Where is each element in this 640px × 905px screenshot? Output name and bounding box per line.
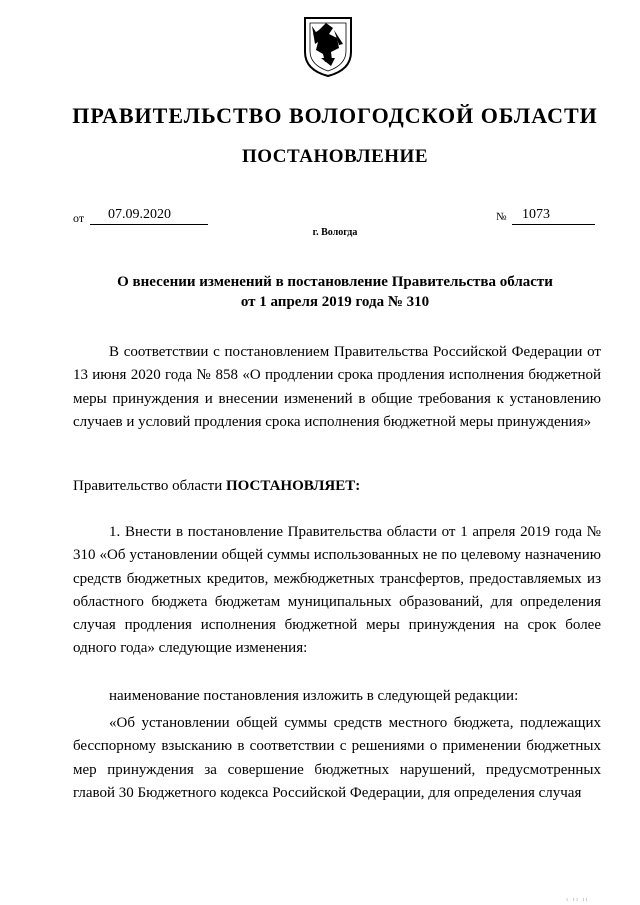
resolution-paragraph: [73, 475, 601, 498]
document-date: 07.09.2020: [108, 207, 171, 222]
organization-title: ПРАВИТЕЛЬСТВО ВОЛОГОДСКОЙ ОБЛАСТИ: [72, 103, 598, 128]
number-prefix: №: [496, 211, 507, 223]
city-label: г. Вологда: [312, 227, 358, 238]
subject-line-2: от 1 апреля 2019 года № 310: [240, 294, 430, 310]
new-title-paragraph: «Об установлении общей суммы средств местного бюджета, подлежащих бесспорному взысканию в соответствии с решениями о применении бюджетных мер принуждения за совершение бюджетных нарушений, предусмотренных главой 30 Бюджетного кодекса Российской Федерации, для определения случая: [73, 715, 601, 801]
document-subject: [70, 272, 600, 312]
change-intro-paragraph: наименование постановления изложить в следующей редакции:: [109, 688, 519, 704]
item-1-paragraph: 1. Внести в постановление Правительства области от 1 апреля 2019 года № 310 «Об установлении общей суммы использованных не по целевому назначению средств бюджетных кредитов, межбюджетных трансфертов, предоставляемых из областного бюджета бюджетам муниципальных образований, для определения случая продления исполнения бюджетной меры принуждения на срок более одного года» следующие изменения:: [73, 524, 601, 657]
resolution-lead: Правительство области: [73, 478, 223, 494]
footer-mark: 1 II II: [566, 897, 590, 902]
preamble-paragraph: В соответствии с постановлением Правительства Российской Федерации от 13 июня 2020 года № 858 «О продлении срока продления исполнения бюджетной меры принуждения и внесении изменений в общие требования к установлению случаев и условий продления срока исполнения бюджетной меры принуждения»: [73, 344, 601, 430]
subject-line-1: О внесении изменений в постановление Правительства области: [117, 274, 553, 290]
coat-of-arms-icon: [301, 14, 355, 78]
resolution-keyword: ПОСТАНОВЛЯЕТ:: [225, 478, 361, 494]
document-type-title: ПОСТАНОВЛЕНИЕ: [241, 146, 429, 167]
document-number: 1073: [522, 207, 550, 222]
date-prefix: от: [73, 211, 85, 225]
